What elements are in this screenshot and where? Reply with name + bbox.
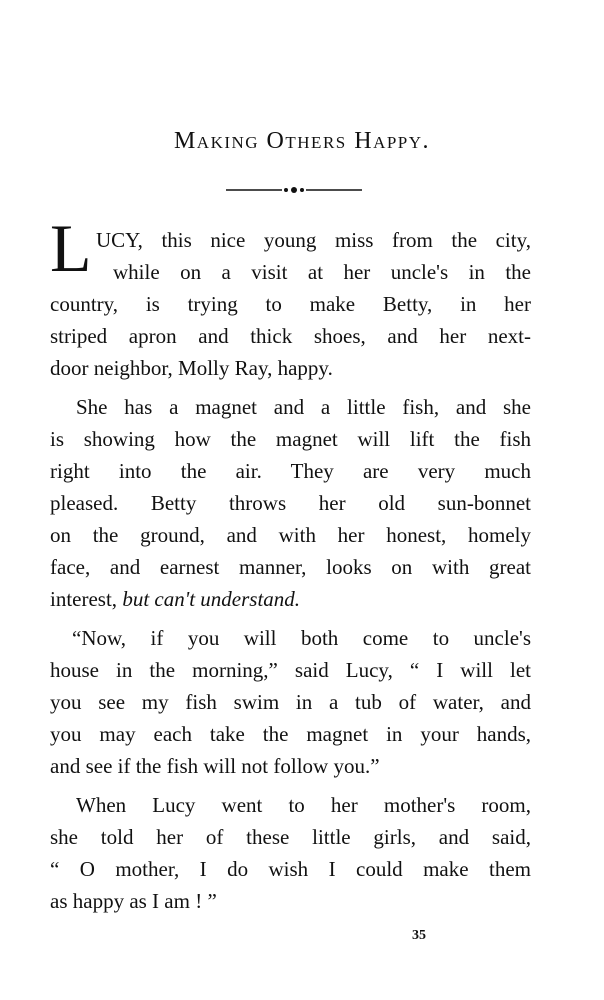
- text-line: is showing how the magnet will lift the fish: [50, 427, 531, 451]
- text-line: while on a visit at her uncle's in the: [113, 260, 531, 284]
- text-line: door neighbor, Molly Ray, happy.: [50, 356, 333, 380]
- text-line: face, and earnest manner, looks on with great: [50, 555, 531, 579]
- text-line: pleased. Betty throws her old sun-bonnet: [50, 491, 531, 515]
- text-line: you see my fish swim in a tub of water, and: [50, 690, 531, 714]
- text-line: as happy as I am ! ”: [50, 889, 217, 913]
- text-span: interest,: [50, 587, 123, 611]
- text-line: “Now, if you will both come to uncle's: [72, 626, 531, 650]
- drop-cap-letter: L: [50, 210, 92, 286]
- italic-emphasis: but can't understand.: [122, 587, 301, 611]
- text-line: on the ground, and with her honest, homely: [50, 523, 531, 547]
- text-line: country, is trying to make Betty, in her: [50, 292, 531, 316]
- text-line: “ O mother, I do wish I could make them: [50, 857, 531, 881]
- text-line: you may each take the magnet in your hands,: [50, 722, 531, 746]
- text-line: house in the morning,” said Lucy, “ I will let: [50, 658, 531, 682]
- text-line: right into the air. They are very much: [50, 459, 531, 483]
- text-line: She has a magnet and a little fish, and she: [76, 395, 531, 419]
- chapter-title: Making Others Happy.: [173, 128, 431, 154]
- text-line: UCY, this nice young miss from the city,: [96, 228, 531, 252]
- text-line: and see if the fish will not follow you.”: [50, 754, 380, 778]
- text-line: striped apron and thick shoes, and her next-: [50, 324, 531, 348]
- page-number: 35: [412, 928, 426, 943]
- text-line: she told her of these little girls, and said,: [50, 825, 531, 849]
- title-ornament-divider: [226, 184, 362, 196]
- text-line: [50, 585, 531, 613]
- text-line: When Lucy went to her mother's room,: [76, 793, 531, 817]
